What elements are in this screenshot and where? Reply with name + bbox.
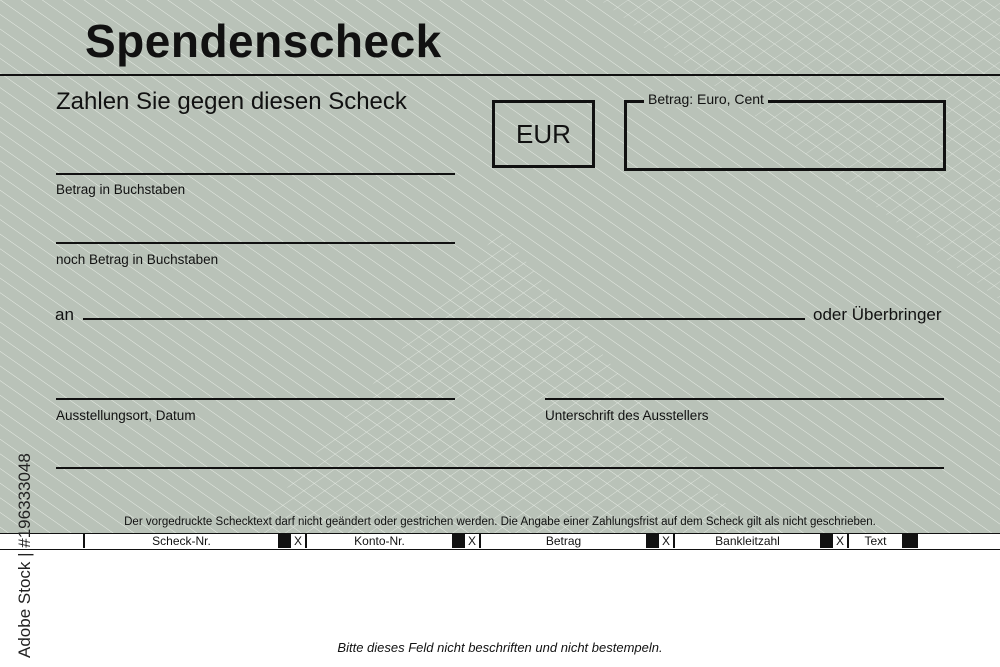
stock-watermark <box>12 430 36 660</box>
amount-words-line-2[interactable] <box>56 242 455 244</box>
codeline-strip <box>0 533 1000 550</box>
codeline-x: X <box>835 534 844 548</box>
codeline-marker <box>646 534 659 548</box>
currency-label: EUR <box>516 118 571 149</box>
codeline-field-betrag: Betrag <box>545 534 582 548</box>
codeline-x: X <box>293 534 302 548</box>
codeline-marker <box>452 534 465 548</box>
amount-box[interactable] <box>624 100 946 171</box>
payee-suffix: oder Überbringer <box>813 305 942 324</box>
stock-id-text: Adobe Stock | #196333048 <box>15 453 34 658</box>
extra-line <box>56 467 944 469</box>
codeline-marker <box>278 534 291 548</box>
codeline-x: X <box>467 534 476 548</box>
place-date-caption: Ausstellungsort, Datum <box>56 408 196 423</box>
signature-caption: Unterschrift des Ausstellers <box>545 408 709 423</box>
amount-words-line[interactable] <box>56 173 455 175</box>
payee-line[interactable] <box>83 318 805 320</box>
cheque-title: Spendenscheck <box>85 15 442 67</box>
codeline-x: X <box>661 534 670 548</box>
payee-prefix: an <box>55 305 74 324</box>
amount-label: Betrag: Euro, Cent <box>644 91 768 107</box>
amount-words-caption-2: noch Betrag in Buchstaben <box>56 252 219 267</box>
currency-box <box>492 100 595 168</box>
pay-instruction: Zahlen Sie gegen diesen Scheck <box>56 88 407 115</box>
codeline-field-text: Text <box>864 534 887 548</box>
footer-note: Bitte dieses Feld nicht beschriften und nicht bestempeln. <box>337 640 663 655</box>
place-date-line[interactable] <box>56 398 455 400</box>
signature-line[interactable] <box>545 398 944 400</box>
codeline-marker <box>902 534 916 548</box>
legal-notice: Der vorgedruckte Schecktext darf nicht geändert oder gestrichen werden. Die Angabe einer Zahlungsfrist auf dem Scheck gilt als nicht geschrieben. <box>124 516 876 528</box>
codeline-field-konto-nr: Konto-Nr. <box>354 534 405 548</box>
amount-words-caption: Betrag in Buchstaben <box>56 182 186 197</box>
codeline-field-bankleitzahl: Bankleitzahl <box>715 534 780 548</box>
title-divider <box>0 74 1000 76</box>
codeline-separator <box>916 534 918 548</box>
codeline-marker <box>820 534 833 548</box>
codeline-field-scheck-nr: Scheck-Nr. <box>152 534 211 548</box>
